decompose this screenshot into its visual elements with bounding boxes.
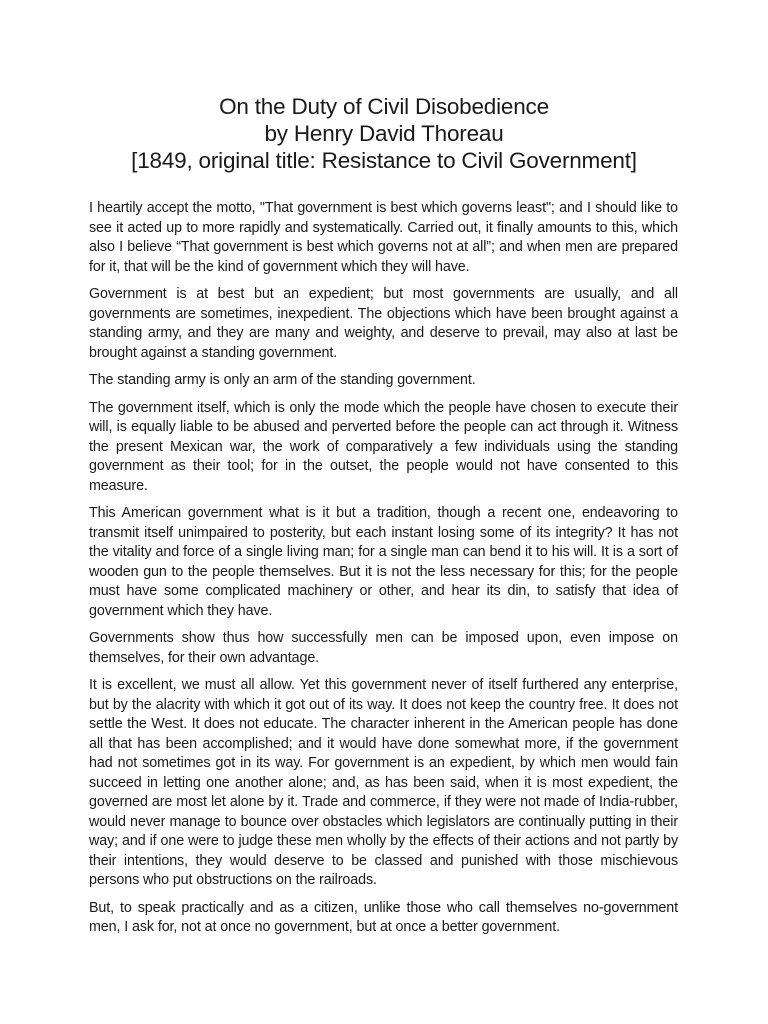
paragraph-4: The government itself, which is only the mode which the people have chosen to execute their will, is equally liable to be abused and perverted before the people can act through it. Witness the present Mexican war, the work of comparatively a few individuals using the standing government as their tool; for in the outset, the people would not have consented to this measure. xyxy=(89,399,678,494)
paragraph-6: Governments show thus how successfully men can be imposed upon, even impose on themselves, for their own advantage. xyxy=(89,630,678,666)
paragraph-2: Government is at best but an expedient; but most governments are usually, and all governments are sometimes, inexpedient. The objections which have been brought against a standing army, and they are many and weighty, and deserve to prevail, may also at last be brought against a standing government. xyxy=(89,286,678,361)
paragraph-3: The standing army is only an arm of the standing government. xyxy=(89,372,476,388)
paragraph-8: But, to speak practically and as a citizen, unlike those who call themselves no-government men, I ask for, not at once no government, but at once a better government. xyxy=(89,899,678,935)
document-body xyxy=(89,199,678,946)
title-line-original-title: [1849, original title: Resistance to Civil Government] xyxy=(131,148,637,173)
title-line-essay: On the Duty of Civil Disobedience xyxy=(219,94,549,119)
paragraph-7: It is excellent, we must all allow. Yet this government never of itself furthered any enterprise, but by the alacrity with which it got out of its way. It does not keep the country free. It does not settle the West. It does not educate. The character inherent in the American people has done all that has been accomplished; and it would have done somewhat more, if the government had not sometimes got in its way. For government is an expedient, by which men would fain succeed in letting one another alone; and, as has been said, when it is most expedient, the governed are most let alone by it. Trade and commerce, if they were not made of India-rubber, would never manage to bounce over obstacles which legislators are continually putting in their way; and if one were to judge these men wholly by the effects of their actions and not partly by their intentions, they would deserve to be classed and punished with those mischievous persons who put obstructions on the railroads. xyxy=(89,677,678,888)
title-line-author: by Henry David Thoreau xyxy=(264,121,504,146)
paragraph-1: I heartily accept the motto, "That government is best which governs least"; and I should like to see it acted up to more rapidly and systematically. Carried out, it finally amounts to this, which also I believe “That government is best which governs not at all”; and when men are prepared for it, that will be the kind of government which they will have. xyxy=(89,200,678,275)
paragraph-5: This American government what is it but a tradition, though a recent one, endeavoring to transmit itself unimpaired to posterity, but each instant losing some of its integrity? It has not the vitality and force of a single living man; for a single man can bend it to his will. It is a sort of wooden gun to the people themselves. But it is not the less necessary for this; for the people must have some complicated machinery or other, and hear its din, to satisfy that idea of government which they have. xyxy=(89,505,678,619)
document-title xyxy=(0,93,768,174)
